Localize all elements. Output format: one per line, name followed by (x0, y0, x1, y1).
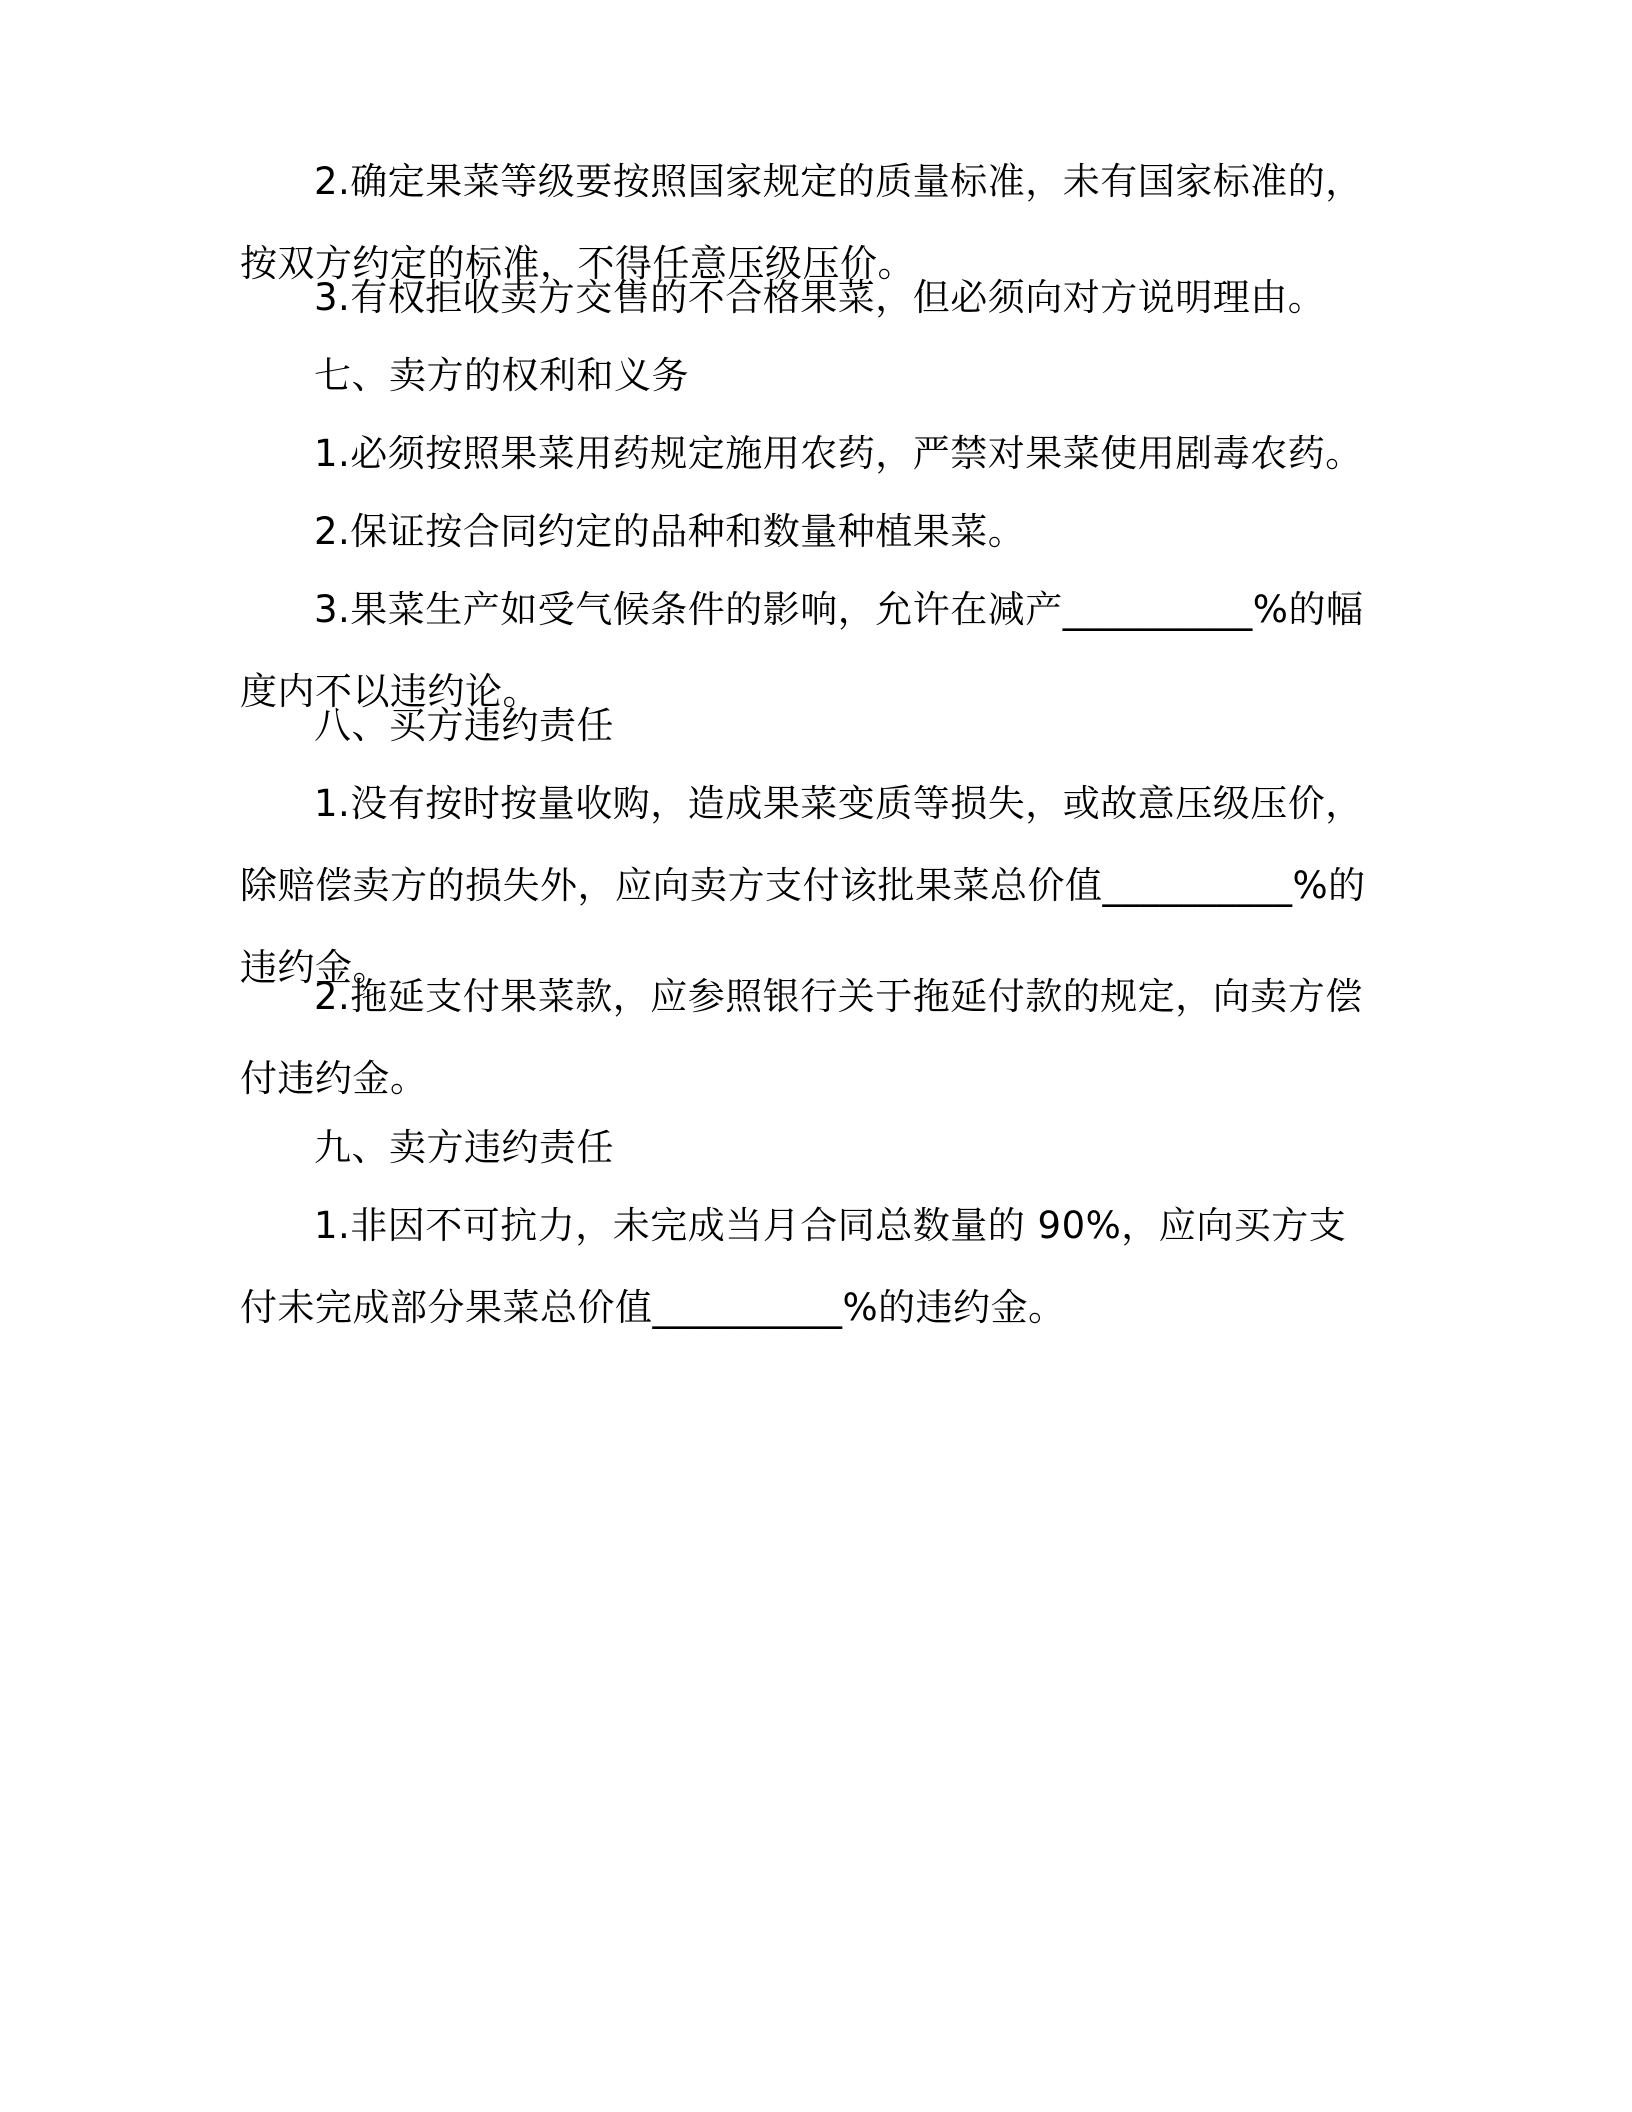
section-7-heading: 七、卖方的权利和义务 (314, 354, 689, 397)
clause-2-grade-standard: 2.确定果菜等级要按照国家规定的质量标准，未有国家标准的，按双方约定的标准，不得任意压级压价。 (240, 160, 1363, 285)
clause-1-pesticide-rule: 1.必须按照果菜用药规定施用农药，严禁对果菜使用剧毒农药。 (314, 432, 1363, 475)
clause-1-seller-shortfall: 1.非因不可抗力，未完成当月合同总数量的 90%，应向买方支付未完成部分果菜总价值__________%的违约金。 (240, 1204, 1347, 1329)
section-9-heading: 九、卖方违约责任 (314, 1126, 614, 1169)
clause-1-buyer-late-purchase: 1.没有按时按量收购，造成果菜变质等损失，或故意压级压价，除赔偿卖方的损失外，应向卖方支付该批果菜总价值__________%的违约金。 (240, 782, 1366, 989)
clause-2-delayed-payment: 2.拖延支付果菜款，应参照银行关于拖延付款的规定，向卖方偿付违约金。 (240, 975, 1363, 1100)
clause-3-reject-unqualified: 3.有权拒收卖方交售的不合格果菜，但必须向对方说明理由。 (314, 276, 1326, 319)
clause-2-variety-quantity: 2.保证按合同约定的品种和数量种植果菜。 (314, 510, 1026, 553)
clause-3-weather-reduction: 3.果菜生产如受气候条件的影响，允许在减产__________%的幅度内不以违约论。 (240, 588, 1364, 713)
section-8-heading: 八、买方违约责任 (314, 704, 614, 747)
